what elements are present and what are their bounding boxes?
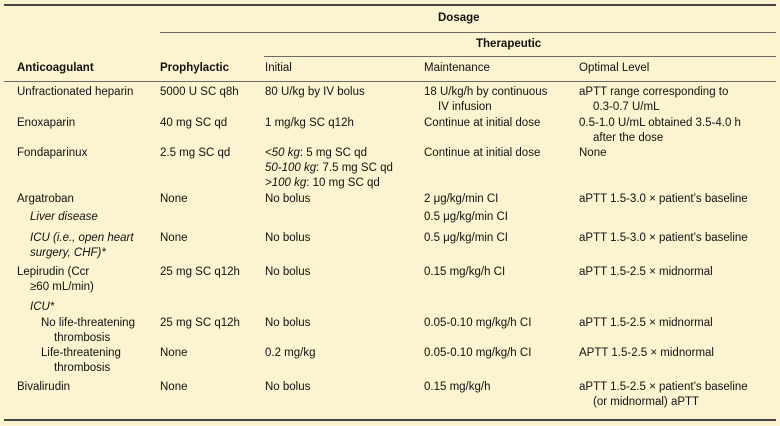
row-prophylactic: 2.5 mg SC qd (160, 147, 231, 159)
row-optimal: aPTT range corresponding to (579, 86, 729, 98)
row-maintenance: 18 U/kg/h by continuous (424, 86, 548, 98)
bottom-rule (4, 419, 776, 421)
row-maintenance-cont: IV infusion (438, 101, 492, 113)
header-dosage: Dosage (438, 12, 480, 24)
row-name: Bivalirudin (17, 381, 71, 393)
row-prophylactic: None (160, 381, 188, 393)
row-optimal: aPTT 1.5-3.0 × patient’s baseline (579, 193, 748, 205)
row-optimal: APTT 1.5-2.5 × midnormal (579, 347, 714, 359)
row-prophylactic: 40 mg SC qd (160, 117, 228, 129)
row-optimal-cont: 0.3-0.7 U/mL (593, 101, 660, 113)
row-optimal-cont: after the dose (593, 132, 664, 144)
row-maintenance: 2 μg/kg/min CI (424, 193, 499, 205)
header-maintenance: Maintenance (424, 62, 490, 74)
row-maintenance: 0.5 μg/kg/min CI (424, 211, 508, 223)
row-prophylactic: None (160, 193, 188, 205)
row-initial: No bolus (265, 381, 311, 393)
row-name-cont: thrombosis (54, 332, 111, 344)
row-name: ICU* (30, 301, 55, 313)
row-initial: No bolus (265, 266, 311, 278)
row-initial-weight-3 (265, 176, 380, 191)
row-initial: No bolus (265, 317, 311, 329)
row-name-cont: thrombosis (54, 362, 111, 374)
row-prophylactic: 25 mg SC q12h (160, 317, 240, 329)
row-name: Unfractionated heparin (17, 86, 134, 98)
row-prophylactic: 5000 U SC q8h (160, 86, 239, 98)
row-maintenance: 0.05-0.10 mg/kg/h CI (424, 317, 532, 329)
weight-label: <50 kg (265, 147, 300, 159)
weight-dose: : 10 mg SC qd (306, 177, 380, 189)
header-anticoagulant: Anticoagulant (17, 62, 94, 74)
row-name: Fondaparinux (17, 147, 88, 159)
row-optimal: aPTT 1.5-2.5 × patient’s baseline (579, 381, 748, 393)
row-initial: 1 mg/kg SC q12h (265, 117, 354, 129)
dosage-rule (160, 32, 776, 33)
header-therapeutic: Therapeutic (476, 38, 542, 50)
row-initial: No bolus (265, 193, 311, 205)
row-name: Argatroban (17, 193, 74, 205)
header-optimal-level: Optimal Level (579, 62, 650, 74)
row-name-cont: ≥60 mL/min) (30, 281, 94, 293)
row-name-cont: surgery, CHF)* (30, 247, 106, 259)
weight-label: 50-100 kg (265, 162, 317, 174)
therapeutic-rule (264, 56, 776, 57)
row-optimal: 0.5-1.0 U/mL obtained 3.5-4.0 h (579, 117, 741, 129)
row-name: ICU (i.e., open heart (30, 232, 134, 244)
row-initial: 80 U/kg by IV bolus (265, 86, 365, 98)
weight-dose: : 5 mg SC qd (299, 147, 367, 159)
header-prophylactic: Prophylactic (160, 62, 230, 74)
row-maintenance: 0.15 mg/kg/h CI (424, 266, 506, 278)
row-initial: No bolus (265, 232, 311, 244)
row-optimal-cont: (or midnormal) aPTT (593, 396, 700, 408)
row-maintenance: Continue at initial dose (424, 117, 541, 129)
row-maintenance: 0.15 mg/kg/h (424, 381, 491, 393)
row-initial: 0.2 mg/kg (265, 347, 316, 359)
row-name: Lepirudin (Ccr (17, 266, 90, 278)
row-maintenance: 0.5 μg/kg/min CI (424, 232, 508, 244)
row-name: Life-threatening (41, 347, 121, 359)
row-name: Enoxaparin (17, 117, 76, 129)
row-maintenance: Continue at initial dose (424, 147, 541, 159)
row-optimal: aPTT 1.5-2.5 × midnormal (579, 266, 713, 278)
row-prophylactic: None (160, 347, 188, 359)
header-initial: Initial (265, 62, 292, 74)
weight-label: >100 kg (265, 177, 307, 189)
row-optimal: None (579, 147, 607, 159)
header-bottom-rule (4, 81, 776, 82)
row-maintenance: 0.05-0.10 mg/kg/h CI (424, 347, 532, 359)
top-rule (4, 4, 776, 6)
row-optimal: aPTT 1.5-3.0 × patient’s baseline (579, 232, 748, 244)
row-prophylactic: None (160, 232, 188, 244)
weight-dose: : 7.5 mg SC qd (316, 162, 393, 174)
row-name: Liver disease (30, 211, 98, 223)
row-initial-weight-2 (265, 161, 393, 176)
row-initial-weight-1 (265, 146, 367, 161)
row-prophylactic: 25 mg SC q12h (160, 266, 240, 278)
row-optimal: aPTT 1.5-2.5 × midnormal (579, 317, 713, 329)
row-name: No life-threatening (41, 317, 135, 329)
